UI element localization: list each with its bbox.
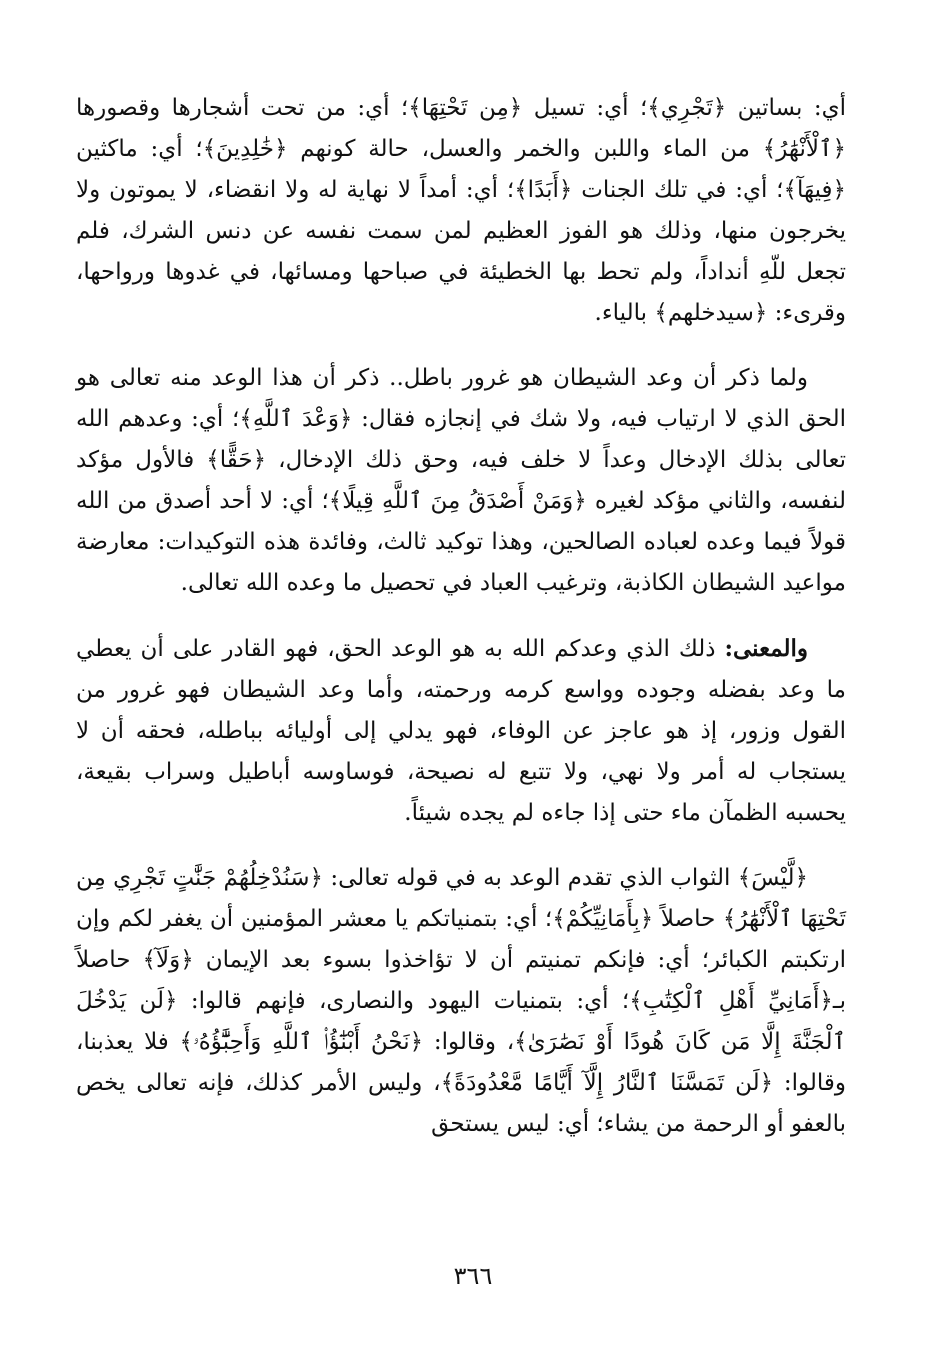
paragraph-4 bbox=[76, 858, 846, 1145]
paragraph-3-lead: والمعنى: bbox=[724, 635, 808, 662]
page-body bbox=[76, 88, 846, 1145]
paragraph-3-text: ذلك الذي وعدكم الله به هو الوعد الحق، فهو القادر على أن يعطي ما وعد بفضله وجوده وواسع كرمه ورحمته، وأما وعد الشيطان فهو غرور من القول وزور، إذ هو عاجز عن الوفاء، فهو يدلي إلى أوليائه بباطله، فحقه أن لا يستجاب له أمر ولا نهي، ولا تتبع له نصيحة، فوساوسه أباطيل وسراب بقيعة، يحسبه الظمآن ماء حتى إذا جاءه لم يجده شيئاً. bbox=[76, 636, 846, 826]
paragraph-2-text: ولما ذكر أن وعد الشيطان هو غرور باطل.. ذكر أن هذا الوعد منه تعالى هو الحق الذي لا ارتياب فيه، ولا شك في إنجازه فقال: ﴿وَعْدَ ٱللَّهِ﴾؛ أي: وعدهم الله تعالى بذلك الإدخال وعداً لا خلف فيه، وحق ذلك الإدخال، ﴿حَقًّا﴾ فالأول مؤكد لنفسه، والثاني مؤكد لغيره ﴿وَمَنْ أَصْدَقُ مِنَ ٱللَّهِ قِيلًا﴾؛ أي: لا أحد أصدق من الله قولاً فيما وعده لعباده الصالحين، وهذا توكيد ثالث، وفائدة هذه التوكيدات: معارضة مواعيد الشيطان الكاذبة، وترغيب العباد في تحصيل ما وعده الله تعالى. bbox=[76, 365, 846, 596]
paragraph-1 bbox=[76, 88, 846, 334]
paragraph-3 bbox=[76, 628, 846, 834]
paragraph-1-text: أي: بساتين ﴿تَجْرِي﴾؛ أي: تسيل ﴿مِن تَحْتِهَا﴾؛ أي: من تحت أشجارها وقصورها ﴿ٱلْأَنْهَٰرُ﴾ من الماء واللبن والخمر والعسل، حالة كونهم ﴿خَٰلِدِينَ﴾؛ أي: ماكثين ﴿فِيهَآ﴾؛ أي: في تلك الجنات ﴿أَبَدًا﴾؛ أي: أمداً لا نهاية له ولا انقضاء، لا يموتون ولا يخرجون منها، وذلك هو الفوز العظيم لمن سمت نفسه عن دنس الشرك، فلم تجعل للّهِ أنداداً، ولم تحط بها الخطيئة في صباحها ومسائها، في غدوها ورواحها، وقرىء: ﴿سيدخلهم﴾ بالياء. bbox=[76, 95, 846, 326]
paragraph-4-text: ﴿لَّيْسَ﴾ الثواب الذي تقدم الوعد به في قوله تعالى: ﴿سَنُدْخِلُهُمْ جَنَّٰتٍ تَجْرِي مِن تَحْتِهَا ٱلْأَنْهَٰرُ﴾ حاصلاً ﴿بِأَمَانِيِّكُمْ﴾؛ أي: بتمنياتكم يا معشر المؤمنين أن يغفر لكم وإن ارتكبتم الكبائر؛ أي: فإنكم تمنيتم أن لا تؤاخذوا بسوء بعد الإيمان ﴿وَلَآ﴾ حاصلاً بـ﴿أَمَانِيِّ أَهْلِ ٱلْكِتَٰبِ﴾؛ أي: بتمنيات اليهود والنصارى، فإنهم قالوا: ﴿لَن يَدْخُلَ ٱلْجَنَّةَ إِلَّا مَن كَانَ هُودًا أَوْ نَصَٰرَىٰ﴾، وقالوا: ﴿نَحْنُ أَبْنَٰٓؤُا۟ ٱللَّهِ وَأَحِبَّٰٓؤُهُۥ﴾ فلا يعذبنا، وقالوا: ﴿لَن تَمَسَّنَا ٱلنَّارُ إِلَّآ أَيَّامًا مَّعْدُودَةً﴾، وليس الأمر كذلك، فإنه تعالى يخص بالعفو أو الرحمة من يشاء؛ أي: ليس يستحق bbox=[76, 865, 846, 1137]
paragraph-2 bbox=[76, 358, 846, 604]
page-number: ٣٦٦ bbox=[453, 1262, 493, 1290]
